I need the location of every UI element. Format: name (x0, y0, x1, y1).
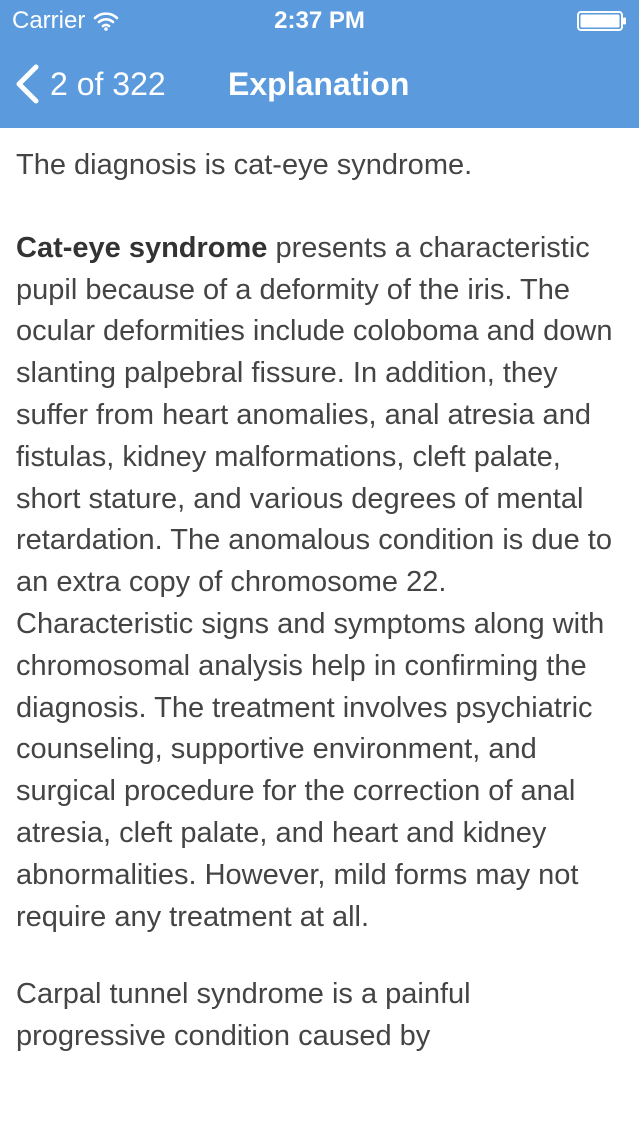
back-label: 2 of 322 (50, 66, 166, 102)
status-time: 2:37 PM (274, 7, 365, 34)
explanation-paragraph (16, 228, 626, 939)
explanation-text: presents a characteristic pupil because of a deformity of the iris. The ocular deformities include coloboma and down slanting palpebral fissure. In addition, they suffer from heart anomalies, anal atresia and fistulas, kidney malformations, cleft palate, short stature, and various degrees of mental retardation. The anomalous condition is due to an extra copy of chromosome 22. Characteristic signs and symptoms along with chromosomal analysis help in confirming the diagnosis. The treatment involves psychiatric counseling, supportive environment, and surgical procedure for the correction of anal atresia, cleft palate, and heart and kidney abnormalities. However, mild forms may not require any treatment at all. (16, 231, 613, 933)
chevron-left-icon (14, 62, 40, 106)
syndrome-term: Cat-eye syndrome (16, 231, 268, 264)
explanation-content (16, 128, 626, 1136)
battery-icon (577, 11, 627, 31)
status-bar (0, 0, 639, 40)
page-title: Explanation (228, 66, 410, 102)
header (0, 0, 639, 128)
navigation-bar (0, 40, 639, 128)
carrier-label: Carrier (12, 7, 86, 34)
back-button[interactable] (14, 62, 166, 106)
diagnosis-statement: The diagnosis is cat-eye syndrome. (16, 149, 473, 181)
next-paragraph: Carpal tunnel syndrome is a painful progressive condition caused by (16, 978, 471, 1053)
